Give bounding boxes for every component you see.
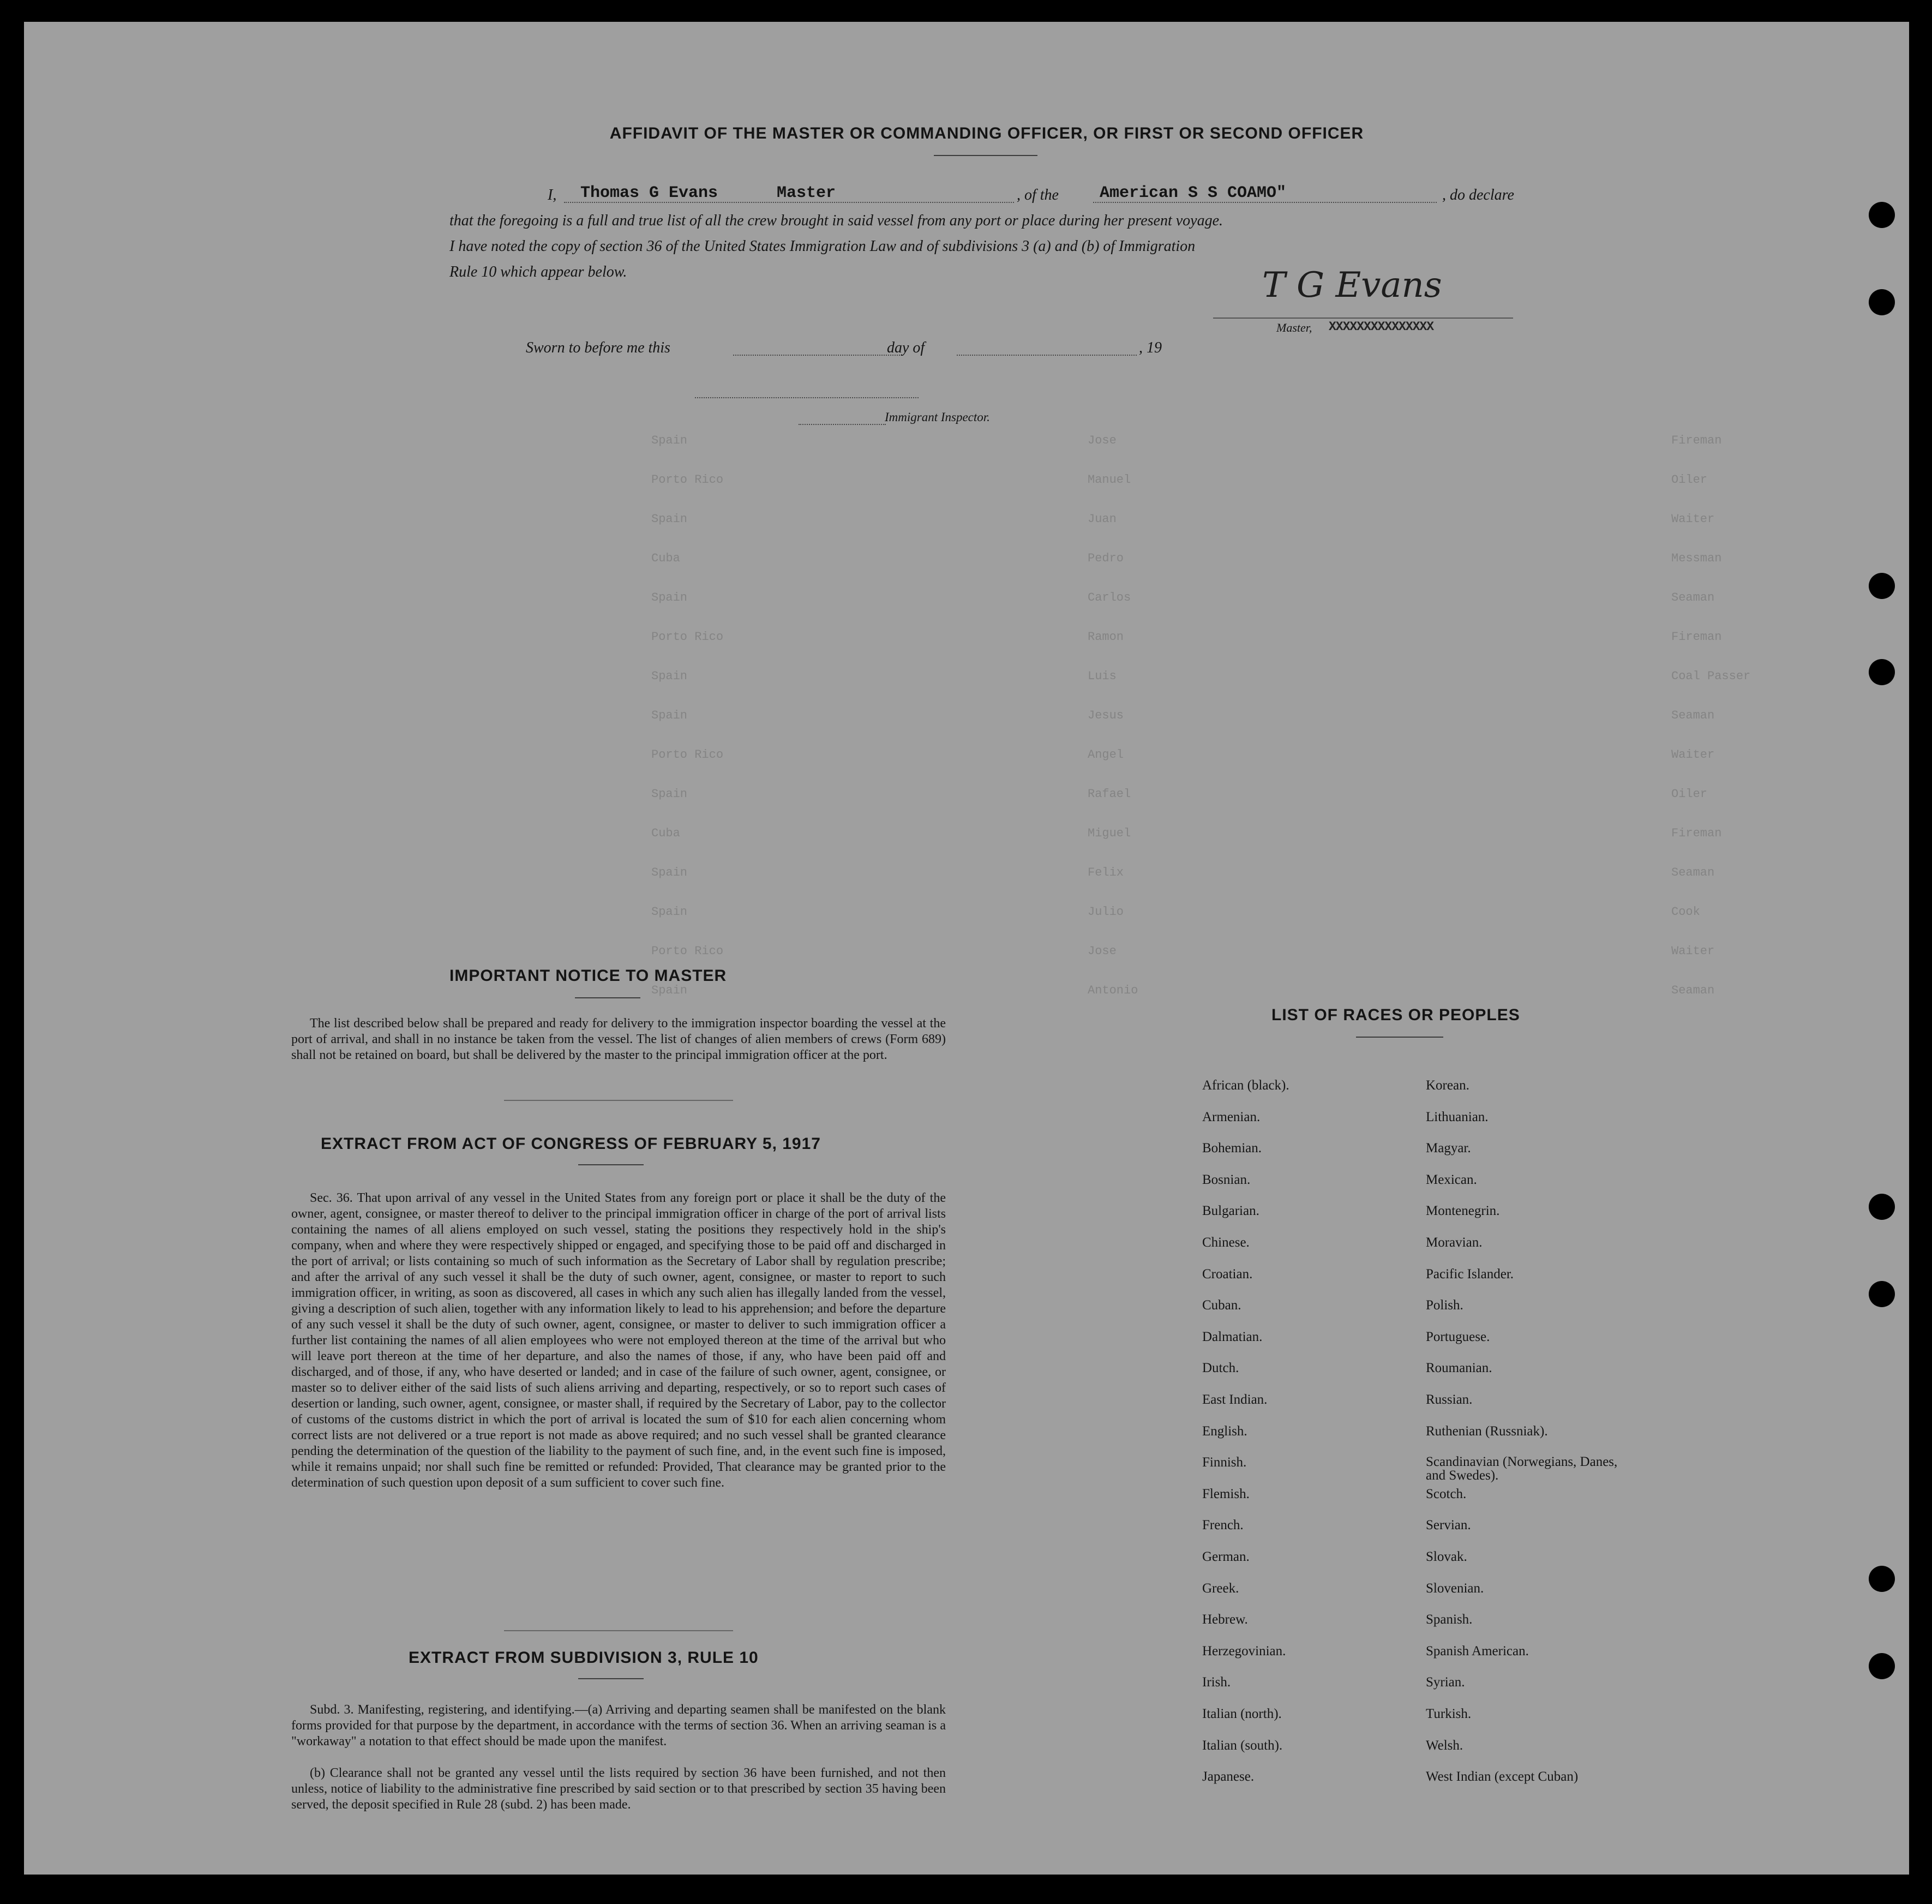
bleed-through-text: Spain (651, 905, 688, 919)
punch-hole (1869, 659, 1895, 685)
affidavit-line-2: I have noted the copy of section 36 of the United States Immigration Law and of subdivisions 3 (a) and (b) of Immigration (449, 238, 1196, 255)
bleed-through-text: Spain (651, 512, 688, 526)
bleed-through-text: Fireman (1671, 434, 1722, 447)
punch-hole (1869, 1653, 1895, 1679)
bleed-through-text: Ramon (1088, 630, 1124, 644)
race-item: Pacific Islander. (1426, 1266, 1514, 1282)
notice-text: The list described below shall be prepared and ready for delivery to the immigration inspector boarding the vessel at the port of arrival, and shall in no instance be taken from the vessel. The list of changes of alien members of crews (Form 689) shall not be retained on board, but shall be delivered by the master to the principal immigration officer at the port. (291, 1016, 946, 1062)
race-item: Welsh. (1426, 1738, 1463, 1753)
race-item: Bulgarian. (1202, 1204, 1259, 1219)
bleed-through-text: Oiler (1671, 787, 1708, 801)
bleed-through-text: Jesus (1088, 709, 1124, 722)
race-item: Japanese. (1202, 1769, 1255, 1785)
race-item: Ruthenian (Russniak). (1426, 1423, 1548, 1439)
act-heading: EXTRACT FROM ACT OF CONGRESS OF FEBRUARY 5, 1917 (321, 1135, 821, 1153)
master-signature: T G Evans (1262, 265, 1442, 306)
bleed-through-text: Jose (1088, 434, 1117, 447)
race-item: Turkish. (1426, 1707, 1472, 1721)
affidavit-line-1: that the foregoing is a full and true list of all the crew brought in said vessel from any port or place during her present voyage. (449, 212, 1223, 229)
bleed-through-text: Spain (651, 866, 688, 879)
bleed-through-text: Rafael (1088, 787, 1131, 801)
race-item: Russian. (1426, 1392, 1473, 1407)
bleed-through-text: Felix (1088, 866, 1124, 879)
race-item: German. (1202, 1549, 1250, 1564)
bleed-through-text: Spain (651, 591, 688, 604)
race-item: Greek. (1202, 1580, 1239, 1596)
bleed-through-text: Juan (1088, 512, 1117, 526)
bleed-through-text: Porto Rico (651, 473, 724, 487)
subd-text-a: Subd. 3. Manifesting, registering, and identifying.—(a) Arriving and departing seamen shall be manifested on the blank forms provided for that purpose by the department, in accordance with the terms of section 36. When an arriving seaman is a "workaway" a notation to that effect should be made upon the manifest. (291, 1703, 946, 1749)
vessel-name: American S S COAMO" (1100, 184, 1287, 202)
bleed-through-text: Spain (651, 709, 688, 722)
manifest-page (24, 22, 1909, 1875)
notice-divider (575, 997, 640, 998)
bleed-through-text: Waiter (1671, 748, 1715, 762)
race-item: Lithuanian. (1426, 1109, 1489, 1124)
race-item: Mexican. (1426, 1172, 1477, 1187)
affidavit-title: AFFIDAVIT OF THE MASTER OR COMMANDING OFFICER, OR FIRST OR SECOND OFFICER (609, 124, 1364, 142)
bleed-through-text: Waiter (1671, 512, 1715, 526)
of-the-label: , of the (1017, 187, 1059, 203)
bleed-through-text: Spain (651, 984, 688, 997)
bleed-through-text: Oiler (1671, 473, 1708, 487)
bleed-through-text: Luis (1088, 669, 1117, 683)
race-item: Flemish. (1202, 1486, 1250, 1501)
sworn-label: Sworn to before me this (526, 339, 670, 356)
bleed-through-text: Antonio (1088, 984, 1138, 997)
bleed-through-text: Waiter (1671, 944, 1715, 958)
affidavit-i-label: I, (548, 187, 557, 203)
punch-hole (1869, 1566, 1895, 1592)
master-name: Thomas G Evans (580, 184, 718, 202)
race-item: Armenian. (1202, 1109, 1261, 1124)
race-item: Finnish. (1202, 1455, 1247, 1470)
signature-line (1213, 318, 1513, 319)
sworn-day-line (733, 355, 902, 356)
bleed-through-text: Fireman (1671, 827, 1722, 840)
race-item: Scandinavian (Norwegians, Danes, and Swedes). (1426, 1454, 1618, 1483)
bleed-through-text: Angel (1088, 748, 1124, 762)
race-item: Italian (south). (1202, 1738, 1283, 1753)
inspector-line (799, 424, 886, 425)
race-item: French. (1202, 1518, 1244, 1533)
bleed-through-text: Cuba (651, 552, 680, 565)
subd-heading: EXTRACT FROM SUBDIVISION 3, RULE 10 (409, 1649, 759, 1667)
race-item: Moravian. (1426, 1235, 1483, 1250)
race-item: Polish. (1426, 1298, 1463, 1313)
race-item: Portuguese. (1426, 1329, 1490, 1344)
act-text: Sec. 36. That upon arrival of any vessel in the United States from any foreign port or place it shall be the duty of the owner, agent, consignee, or master thereof to deliver to the principal immigration officer in charge of the port of arrival lists containing the names of all aliens employed on such vessel, stating the positions they respectively hold in the ship's company, when and where they were respectively shipped or engaged, and specifying those to be paid off and discharged in the port of arrival; or lists containing so much of such information as the Secretary of Labor shall by regulation prescribe; and after the arrival of any such vessel it shall be the duty of such owner, agent, consignee, or master to report to such immigration officer, in writing, as soon as discovered, all cases in which any such alien has illegally landed from the vessel, giving a description of such alien, together with any information likely to lead to his apprehension; and before the departure of any such vessel it shall be the duty of such owner, agent, consignee, or master to deliver to such immigration officer a further list containing the names of all alien employees who were not employed thereon at the time of the arrival but who will leave port thereon at the time of her departure, and also the names of those, if any, who have been paid off and discharged, and of those, if any, who have deserted or landed; and in case of the failure of such owner, agent, consignee, or master so to deliver either of the said lists of such aliens arriving and departing, respectively, or so to report such cases of desertion or landing, such owner, agent, consignee, or master shall, if required by the Secretary of Labor, pay to the collector of customs of the customs district in which the port of arrival is located the sum of $10 for each alien concerning whom correct lists are not delivered or a true report is not made as above required; and no such vessel shall be granted clearance pending the determination of the question of the liability to the payment of such fine, and, in the event such fine is imposed, while it remains unpaid; nor shall such fine be remitted or refunded: Provided, That clearance may be granted prior to the determination of such question upon deposit of a sum sufficient to cover such fine. (291, 1191, 946, 1490)
punch-hole (1869, 1194, 1895, 1220)
race-item: Irish. (1202, 1675, 1231, 1690)
subd-divider (578, 1678, 644, 1679)
bleed-through-text: Porto Rico (651, 630, 724, 644)
race-item: African (black). (1202, 1078, 1289, 1093)
race-item: Spanish American. (1426, 1643, 1529, 1658)
bleed-through-text: Porto Rico (651, 944, 724, 958)
act-end-rule (504, 1630, 733, 1631)
bleed-through-text: Spain (651, 787, 688, 801)
bleed-through-text: Spain (651, 669, 688, 683)
notice-heading: IMPORTANT NOTICE TO MASTER (449, 967, 727, 985)
inspector-caption: Immigrant Inspector. (885, 410, 990, 424)
race-item: West Indian (except Cuban) (1426, 1769, 1579, 1785)
bleed-through-text: Seaman (1671, 709, 1715, 722)
bleed-through-text: Seaman (1671, 591, 1715, 604)
punch-hole (1869, 202, 1895, 228)
bleed-through-text: Messman (1671, 552, 1722, 565)
race-item: Montenegrin. (1426, 1204, 1500, 1219)
inspector-signature-line (695, 397, 919, 398)
races-divider (1356, 1037, 1443, 1038)
race-item: Hebrew. (1202, 1612, 1248, 1627)
race-item: Bosnian. (1202, 1172, 1251, 1187)
bleed-through-text: Miguel (1088, 827, 1131, 840)
title-divider (934, 155, 1037, 156)
races-heading: LIST OF RACES OR PEOPLES (1271, 1006, 1520, 1024)
bleed-through-text: Pedro (1088, 552, 1124, 565)
sworn-month-line (957, 355, 1137, 356)
bleed-through-text: Cook (1671, 905, 1700, 919)
bleed-through-text: Spain (651, 434, 688, 447)
bleed-through-text: Seaman (1671, 866, 1715, 879)
race-item: Spanish. (1426, 1612, 1473, 1627)
race-item: Korean. (1426, 1078, 1469, 1093)
race-item: Roumanian. (1426, 1361, 1492, 1376)
bleed-through-text: Coal Passer (1671, 669, 1751, 683)
race-item: Croatian. (1202, 1266, 1253, 1282)
do-declare-label: , do declare (1442, 187, 1514, 203)
bleed-through-text: Porto Rico (651, 748, 724, 762)
race-item: Servian. (1426, 1518, 1471, 1533)
punch-hole (1869, 573, 1895, 599)
day-of-label: day of (887, 339, 925, 356)
signature-caption: Master, (1276, 321, 1312, 334)
bleed-through-text: Julio (1088, 905, 1124, 919)
race-item: Chinese. (1202, 1235, 1250, 1250)
race-item: Magyar. (1426, 1141, 1471, 1156)
punch-hole (1869, 1281, 1895, 1307)
punch-hole (1869, 289, 1895, 315)
race-item: Cuban. (1202, 1298, 1241, 1313)
bleed-through-text: Cuba (651, 827, 680, 840)
subd-text-b: (b) Clearance shall not be granted any vessel until the lists required by section 36 have been furnished, and not then unless, notice of liability to the administrative fine prescribed by said section or to that prescribed by section 35 having been served, the deposit specified in Rule 28 (subd. 2) has been made. (291, 1766, 946, 1812)
bleed-through-text: Fireman (1671, 630, 1722, 644)
act-divider (578, 1164, 644, 1165)
race-item: English. (1202, 1423, 1247, 1439)
race-item: Syrian. (1426, 1675, 1465, 1690)
bleed-through-text: Carlos (1088, 591, 1131, 604)
race-item: Scotch. (1426, 1486, 1467, 1501)
notice-end-rule (504, 1100, 733, 1101)
race-item: Dalmatian. (1202, 1329, 1263, 1344)
race-item: Herzegovinian. (1202, 1643, 1286, 1658)
race-item: Dutch. (1202, 1361, 1239, 1376)
bleed-through-text: Jose (1088, 944, 1117, 958)
signature-caption-strikeout: XXXXXXXXXXXXXXX (1329, 320, 1434, 334)
bleed-through-text: Seaman (1671, 984, 1715, 997)
race-item: Italian (north). (1202, 1707, 1282, 1721)
affidavit-line-3: Rule 10 which appear below. (449, 264, 627, 280)
race-item: Bohemian. (1202, 1141, 1262, 1156)
bleed-through-text: Manuel (1088, 473, 1131, 487)
race-item: Slovak. (1426, 1549, 1467, 1564)
year-label: , 19 (1139, 339, 1162, 356)
race-item: Slovenian. (1426, 1580, 1484, 1596)
race-item: East Indian. (1202, 1392, 1268, 1407)
master-rank: Master (777, 184, 836, 202)
